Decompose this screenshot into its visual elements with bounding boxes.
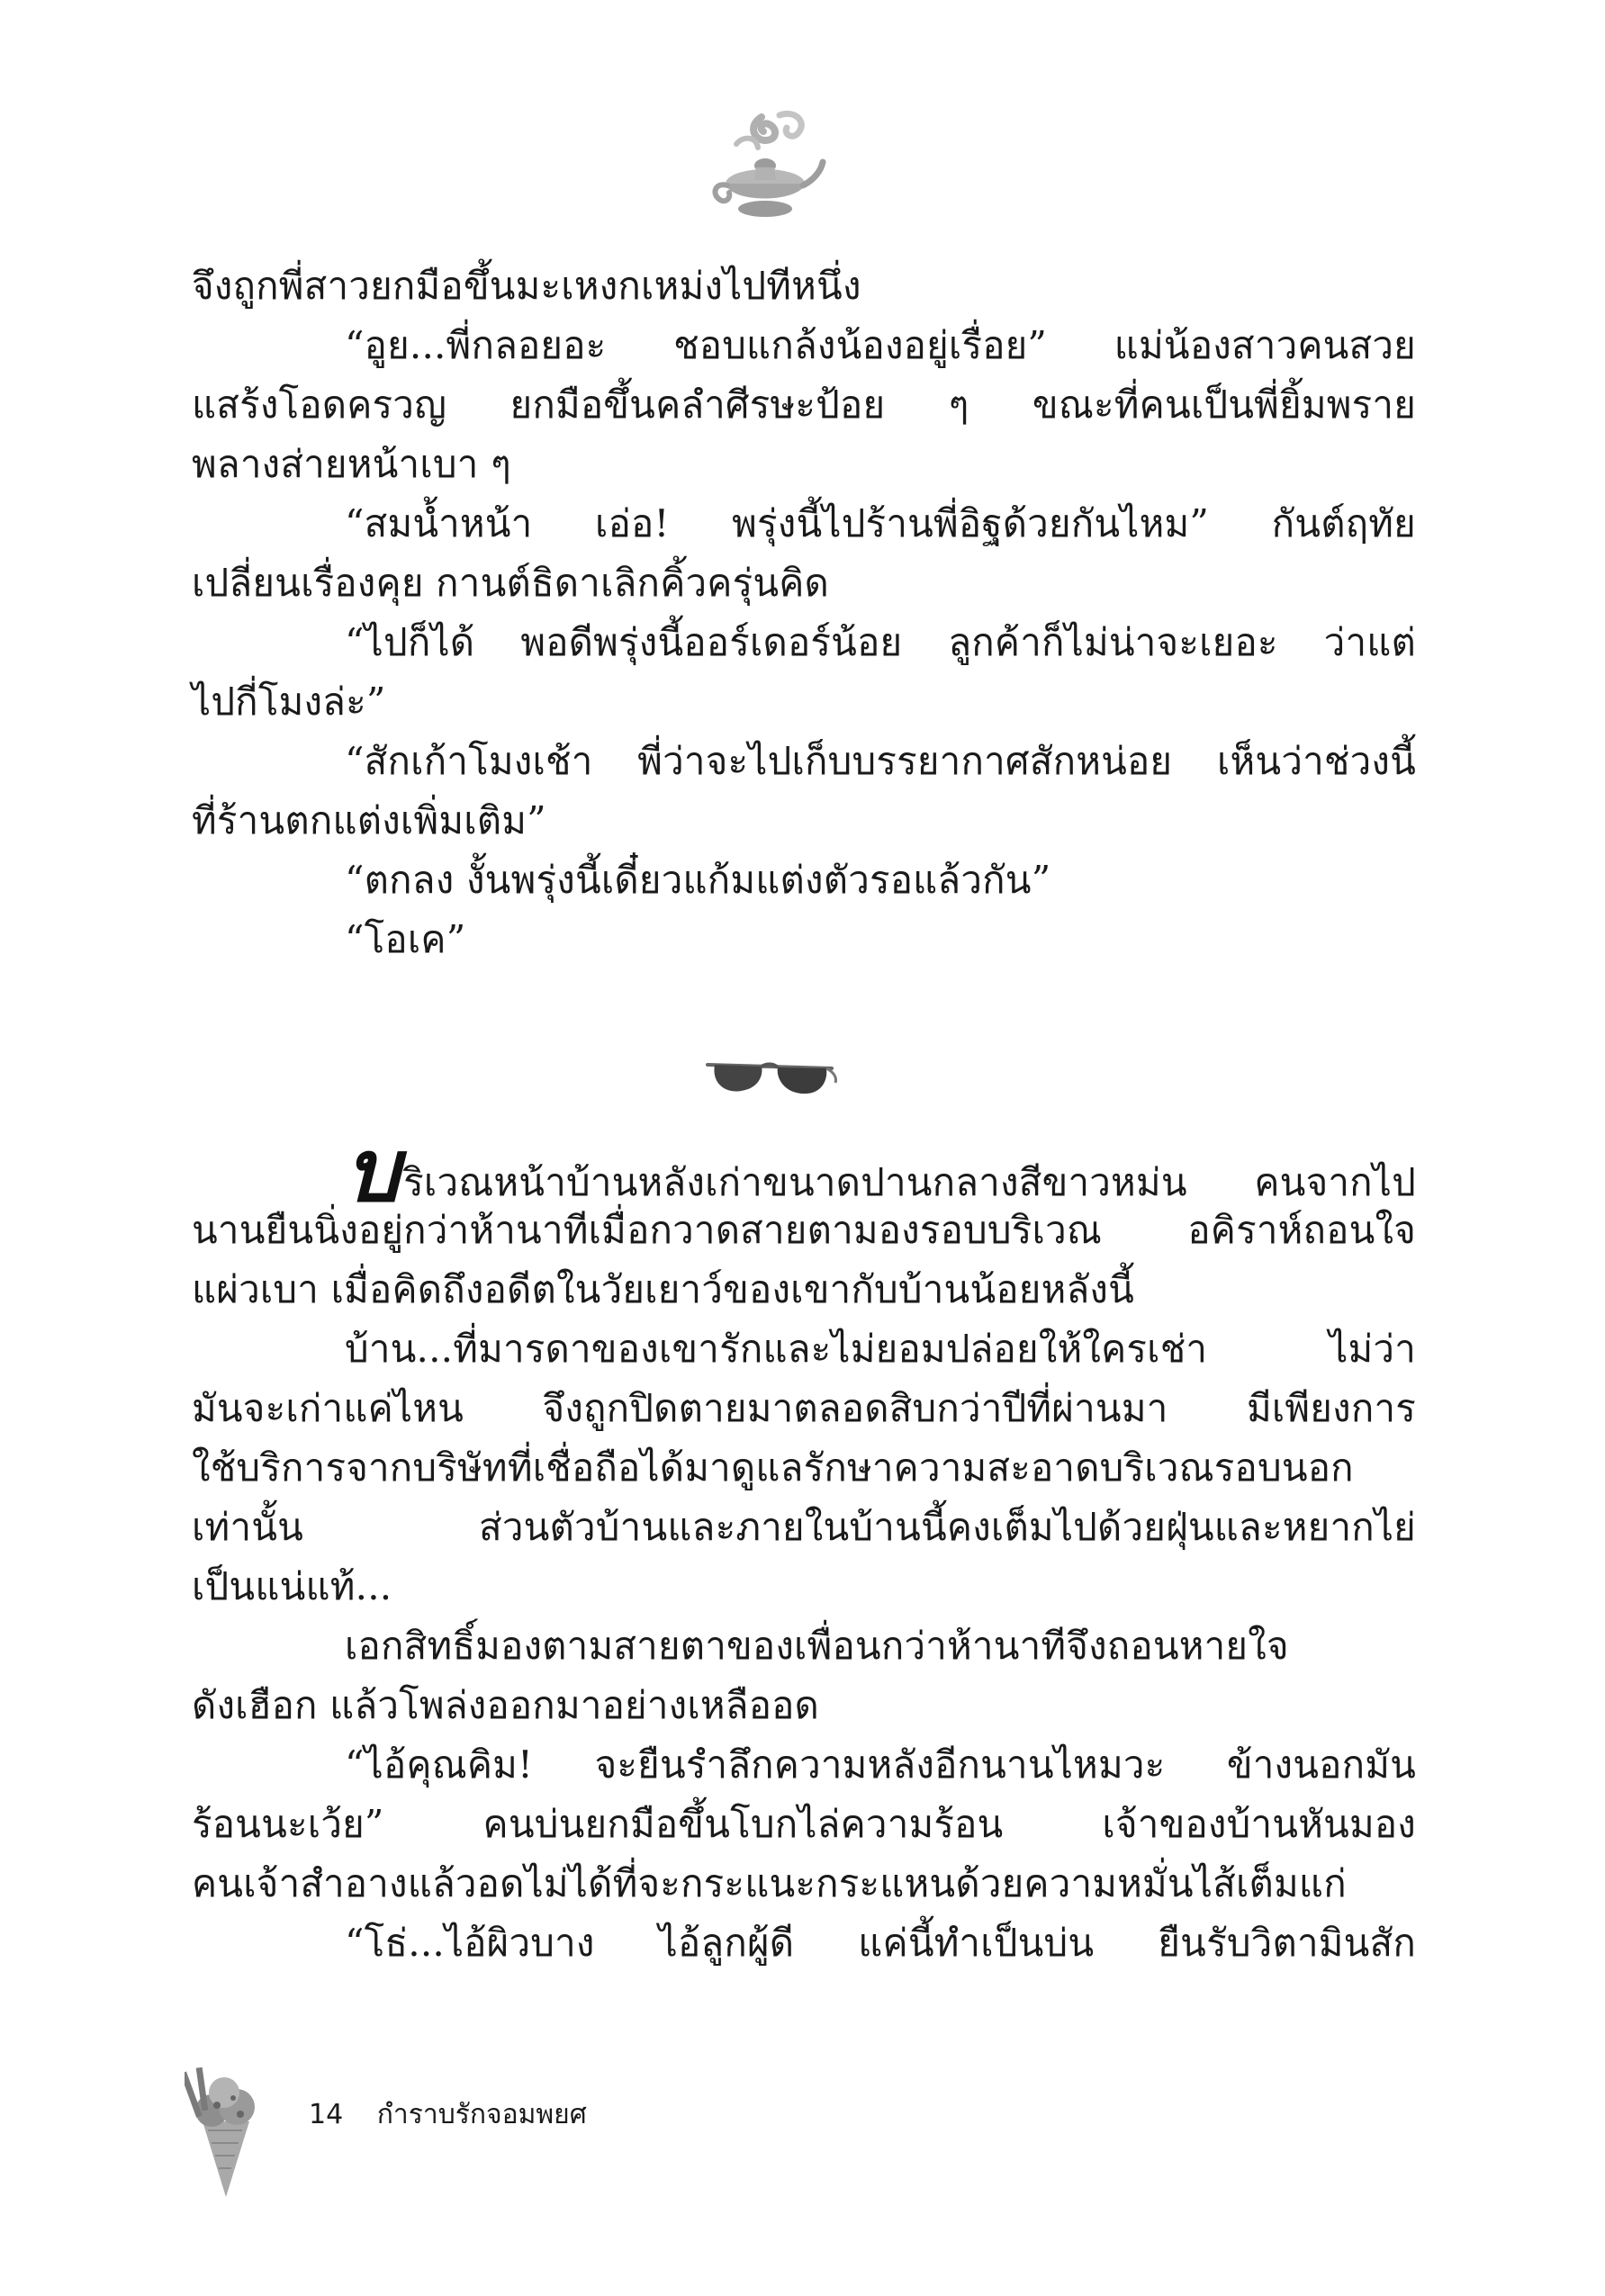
text-line: ที่ร้านตกแต่งเพิ่มเติม”	[192, 798, 546, 842]
text-line: เอกสิทธิ์มองตามสายตาของเพื่อนกว่าห้านาทีจึงถอนหายใจ	[345, 1624, 1289, 1668]
text-line: ดังเฮือก แล้วโพล่งออกมาอย่างเหลืออด	[192, 1683, 820, 1727]
text-line: “ไอ้คุณคิม! จะยืนรำลึกความหลังอีกนานไหมวะ ข้างนอกมัน	[345, 1742, 1416, 1787]
text-line: “โอเค”	[345, 917, 466, 961]
text-line: เปลี่ยนเรื่องคุย กานต์ธิดาเลิกคิ้วครุ่นคิด	[192, 561, 830, 605]
text-line: นานยืนนิ่งอยู่กว่าห้านาทีเมื่อกวาดสายตามองรอบบริเวณ อคิราห์ถอนใจ	[192, 1208, 1416, 1252]
text-line: “สมน้ำหน้า เอ่อ! พรุ่งนี้ไปร้านพี่อิฐด้วยกันไหม” กันต์ฤทัย	[345, 501, 1416, 545]
text-line: ไปกี่โมงล่ะ”	[192, 680, 386, 724]
text-line: เป็นแน่แท้...	[192, 1564, 392, 1608]
page-number: 14	[309, 2099, 344, 2130]
text-line: เท่านั้น ส่วนตัวบ้านและภายในบ้านนี้คงเต็มไปด้วยฝุ่นและหยากไย่	[192, 1505, 1416, 1549]
text-line-dropcap	[192, 1121, 1416, 1221]
page-footer	[309, 2093, 587, 2136]
text-line: มันจะเก่าแค่ไหน จึงถูกปิดตายมาตลอดสิบกว่าปีที่ผ่านมา มีเพียงการ	[192, 1386, 1416, 1430]
text-line: จึงถูกพี่สาวยกมือขึ้นมะเหงกเหม่งไปทีหนึ่ง	[192, 264, 861, 308]
text-line: แผ่วเบา เมื่อคิดถึงอดีตในวัยเยาว์ของเขากับบ้านน้อยหลังนี้	[192, 1267, 1135, 1311]
text-line: แสร้งโอดครวญ ยกมือขึ้นคลำศีรษะป้อย ๆ ขณะที่คนเป็นพี่ยิ้มพราย	[192, 383, 1416, 427]
text-line: “ไปก็ได้ พอดีพรุ่งนี้ออร์เดอร์น้อย ลูกค้าก็ไม่น่าจะเยอะ ว่าแต่	[345, 620, 1416, 664]
text-line: พลางส่ายหน้าเบา ๆ	[192, 442, 511, 486]
text-line: บ้าน...ที่มารดาของเขารักและไม่ยอมปล่อยให้ใครเช่า ไม่ว่า	[345, 1327, 1416, 1371]
text-line: ร้อนนะเว้ย” คนบ่นยกมือขึ้นโบกไล่ความร้อน เจ้าของบ้านหันมอง	[192, 1802, 1416, 1846]
ice-cream-cone-icon	[185, 2066, 266, 2201]
text-line: ใช้บริการจากบริษัทที่เชื่อถือได้มาดูแลรักษาความสะอาดบริเวณรอบนอก	[192, 1445, 1354, 1490]
text-line-rest: ริเวณหน้าบ้านหลังเก่าขนาดปานกลางสีขาวหม่น คนจากไป	[403, 1160, 1416, 1204]
drop-cap: บ	[345, 1121, 401, 1221]
magic-lamp-icon	[700, 108, 826, 225]
text-line: “อูย...พี่กลอยอะ ชอบแกล้งน้องอยู่เรื่อย” แม่น้องสาวคนสวย	[345, 323, 1416, 367]
text-line: “สักเก้าโมงเช้า พี่ว่าจะไปเก็บบรรยากาศสักหน่อย เห็นว่าช่วงนี้	[345, 739, 1416, 783]
sunglasses-icon	[702, 1049, 837, 1103]
text-line: คนเจ้าสำอางแล้วอดไม่ได้ที่จะกระแนะกระแหนด้วยความหมั่นไส้เต็มแก่	[192, 1861, 1347, 1905]
text-line: “ตกลง งั้นพรุ่งนี้เดี๋ยวแก้มแต่งตัวรอแล้วกัน”	[345, 858, 1051, 902]
text-block-1	[192, 257, 1416, 969]
book-title: กำราบรักจอมพยศ	[376, 2099, 587, 2130]
text-line: “โธ่...ไอ้ผิวบาง ไอ้ลูกผู้ดี แค่นี้ทำเป็นบ่น ยืนรับวิตามินสัก	[345, 1921, 1416, 1965]
text-block-2	[192, 1121, 1416, 1973]
